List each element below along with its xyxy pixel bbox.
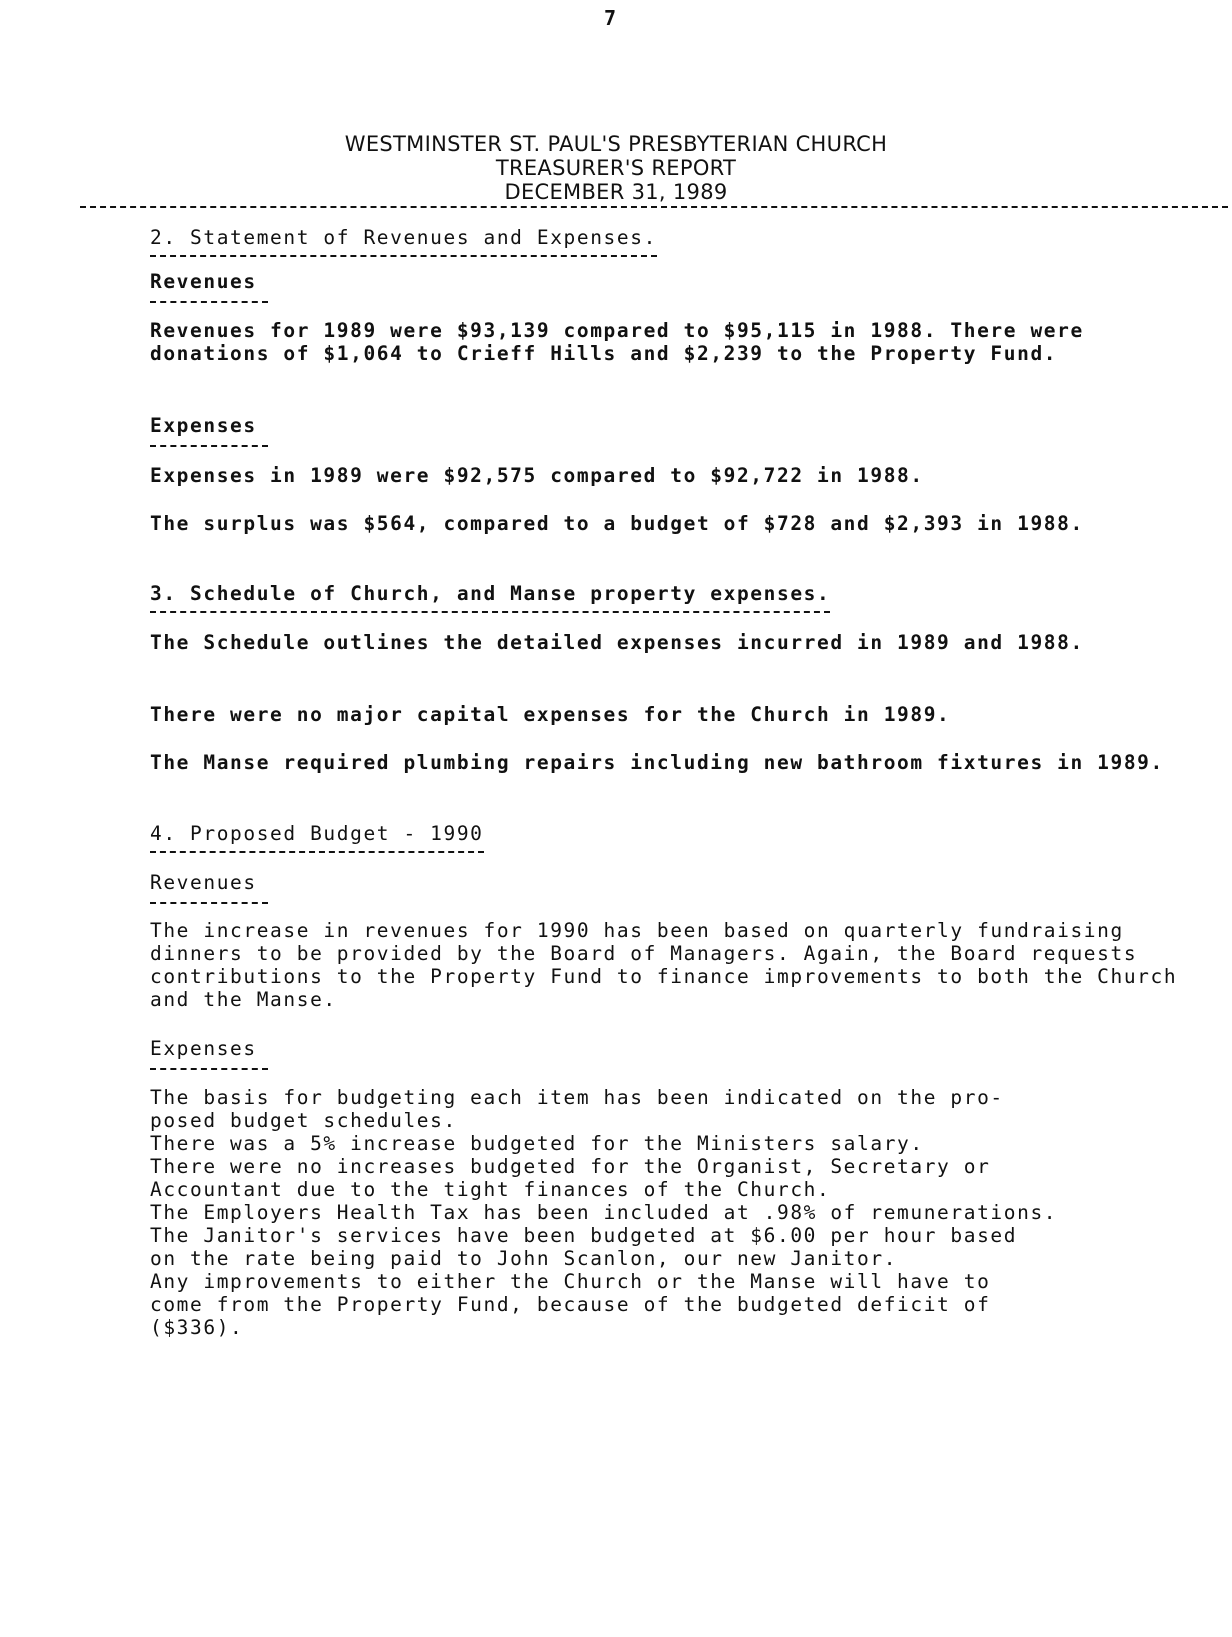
revenues-heading-underline: [150, 301, 268, 303]
expenses-line: The Janitor's services have been budgeted at $6.00 per hour based: [150, 1224, 1018, 1247]
expenses-line: on the rate being paid to John Scanlon, our new Janitor.: [150, 1247, 898, 1270]
report-title: TREASURER'S REPORT: [495, 156, 737, 180]
section-3-paragraph-1: The Schedule outlines the detailed expenses incurred in 1989 and 1988.: [150, 631, 1084, 654]
section-2-revenues-heading: [150, 270, 1180, 303]
expenses-line: posed budget schedules.: [150, 1109, 457, 1132]
section-2-heading: [150, 226, 1180, 257]
report-header: [0, 132, 1232, 204]
expenses-heading-label: Expenses: [150, 414, 257, 437]
section-4-expenses-heading: [150, 1037, 1180, 1070]
section-2-expenses-text: Expenses in 1989 were $92,575 compared to $92,722 in 1988.: [150, 464, 924, 487]
section-3-paragraph-3: The Manse required plumbing repairs including new bathroom fixtures in 1989.: [150, 751, 1164, 774]
expenses-line: Any improvements to either the Church or the Manse will have to: [150, 1270, 991, 1293]
section-4-title: 4. Proposed Budget - 1990: [150, 822, 484, 853]
expenses-heading-label: Expenses: [150, 1037, 257, 1060]
expenses-line: ($336).: [150, 1316, 244, 1339]
section-4-heading: [150, 822, 1180, 853]
expenses-line: The basis for budgeting each item has been indicated on the pro-: [150, 1086, 1004, 1109]
section-3-heading: [150, 582, 1180, 613]
expenses-line: There were no increases budgeted for the Organist, Secretary or: [150, 1155, 991, 1178]
section-3-title: 3. Schedule of Church, and Manse property expenses.: [150, 582, 830, 613]
section-2-surplus-text: The surplus was $564, compared to a budget of $728 and $2,393 in 1988.: [150, 512, 1084, 535]
section-3-paragraph-2: There were no major capital expenses for the Church in 1989.: [150, 703, 951, 726]
section-2-title: 2. Statement of Revenues and Expenses.: [150, 226, 657, 257]
section-4-revenues-text: The increase in revenues for 1990 has been based on quarterly fundraising dinners to be provided by the Board of Managers. Again, the Board requests contributions to the Property Fund to finance improvements to both the Church and the Manse.: [150, 919, 1178, 1011]
page-number: 7: [604, 6, 617, 30]
revenues-heading-label: Revenues: [150, 270, 257, 293]
header-divider: [80, 206, 1228, 208]
section-2-expenses-heading: [150, 414, 1180, 447]
section-2-revenues-text: Revenues for 1989 were $93,139 compared to $95,115 in 1988. There were donations of $1,064 to Crieff Hills and $2,239 to the Property Fund.: [150, 319, 1084, 365]
expenses-heading-underline: [150, 445, 268, 447]
expenses-heading-underline: [150, 1068, 268, 1070]
expenses-line: Accountant due to the tight finances of the Church.: [150, 1178, 831, 1201]
expenses-line: come from the Property Fund, because of the budgeted deficit of: [150, 1293, 991, 1316]
expenses-line: There was a 5% increase budgeted for the Ministers salary.: [150, 1132, 924, 1155]
expenses-line: The Employers Health Tax has been included at .98% of remunerations.: [150, 1201, 1058, 1224]
revenues-heading-underline: [150, 902, 268, 904]
section-4-expenses-list: [150, 1086, 1180, 1339]
revenues-heading-label: Revenues: [150, 871, 257, 894]
church-name: WESTMINSTER ST. PAUL'S PRESBYTERIAN CHURCH: [344, 132, 888, 156]
report-date: DECEMBER 31, 1989: [504, 180, 728, 204]
section-4-revenues-heading: [150, 871, 1180, 904]
